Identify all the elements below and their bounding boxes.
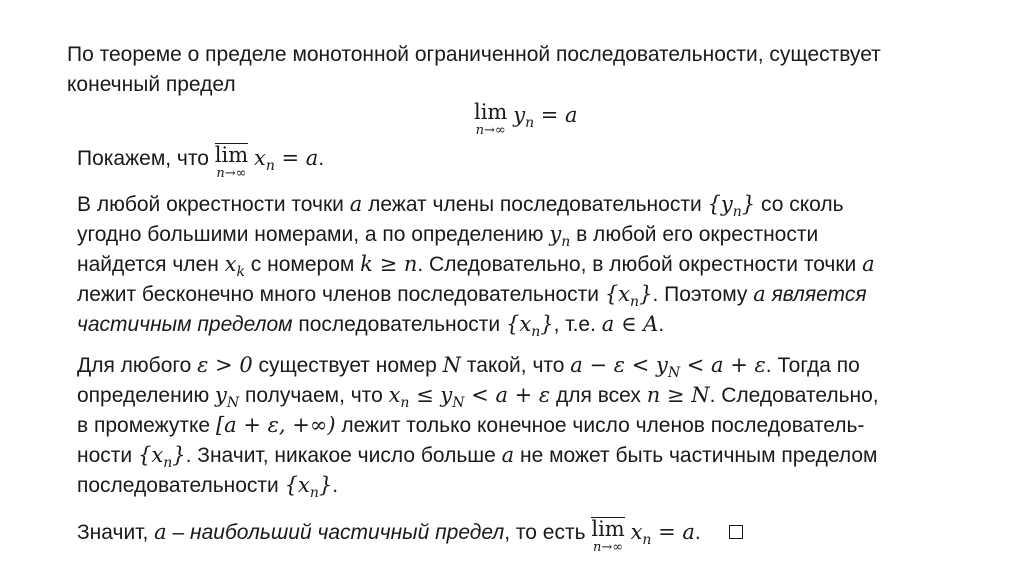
p2-l3-math-interval: [a + ε, +∞) (215, 413, 336, 437)
conclusion-end: . (694, 521, 701, 544)
p1-l1-math-set: {y (707, 192, 733, 216)
p1-l1-math-set-sub: n (732, 204, 742, 220)
p1-l5-math-set-sub: n (531, 324, 541, 340)
p2-line-5 (77, 471, 338, 507)
p2-l1-math-N: N (442, 353, 462, 377)
p2-l5-math-set-end: } (318, 473, 333, 497)
conclusion-text-italic: наибольший частичный предел (190, 521, 505, 544)
qed-square-icon (729, 525, 743, 539)
p1-l5-math-in: a ∈ A (601, 312, 659, 336)
formula1-var-sub: n (525, 115, 535, 131)
limsup-subscript: n→∞ (216, 166, 247, 181)
p2-l5-text-b: . (332, 474, 339, 497)
p1-l4-text-a: лежит бесконечно много членов последовательности (77, 283, 605, 306)
p1-l3-math-a: a (862, 252, 875, 276)
p2-l2-math-mid-sub: N (452, 395, 465, 411)
p1-l3-text-b: с номером (244, 253, 361, 276)
formula1-rhs: = a (534, 103, 578, 127)
p2-l2-text-c: для всех (550, 384, 647, 407)
p2-l1-math-eps: ε > 0 (197, 353, 253, 377)
show-line (77, 143, 324, 180)
lim-operator (474, 102, 507, 137)
show-rhs: = a (274, 146, 319, 170)
p2-l1-math-ineq-sub: N (667, 365, 681, 381)
p1-l4-math-a: a (753, 282, 766, 306)
p1-l5-text-c: , т.е. (553, 313, 602, 336)
p1-l2-math-y: y (549, 222, 562, 246)
conclusion-limsup-subscript: n→∞ (592, 540, 624, 555)
conclusion-line (77, 517, 743, 554)
conclusion-limsup-word: lim (591, 517, 625, 541)
p2-l1-text-b: существует номер (252, 354, 443, 377)
conclusion-var: x (630, 520, 643, 544)
p1-l3-text-c: . Следовательно, в любой окрестности точки (417, 253, 863, 276)
p1-l5-text-italic: частичным пределом (77, 313, 293, 336)
lim-word: lim (474, 100, 508, 124)
p2-l4-text-c: не может быть частичным пределом (514, 444, 878, 467)
p2-line-3 (77, 411, 864, 440)
p2-l5-text-a: последовательности (77, 474, 285, 497)
p2-l5-math-set-sub: n (309, 485, 319, 501)
formula-limit-y (474, 101, 578, 137)
formula1-var: y (513, 103, 526, 127)
p1-l4-text-b: . Поэтому (652, 283, 754, 306)
limsup-word: lim (214, 143, 249, 167)
p2-l4-math-a: a (501, 443, 515, 467)
show-lead: Покажем, что (77, 147, 215, 170)
p1-l2-math-y-sub: n (561, 234, 571, 250)
p1-l3-text-a: найдется член (77, 253, 225, 276)
p1-l1-text-c: со сколь (755, 193, 844, 216)
lim-subscript: n→∞ (475, 123, 506, 138)
p2-l1-text-c: такой, что (461, 354, 571, 377)
p2-l3-text-a: в промежутке (77, 414, 216, 437)
p1-l2-text-b: в любой его окрестности (570, 223, 819, 246)
p1-line-5 (77, 310, 664, 346)
p2-l1-text-a: Для любого (77, 354, 198, 377)
show-var-sub: n (265, 158, 275, 174)
p2-l3-text-b: лежит только конечное число членов последователь- (335, 414, 865, 437)
p1-l5-text-d: . (658, 313, 665, 336)
conclusion-rhs: = a (651, 520, 695, 544)
intro-text-1: По теореме о пределе монотонной ограниченной последовательности, существует (67, 43, 881, 66)
p1-l3-math-x: x (224, 252, 237, 276)
p2-l1-text-d: . Тогда по (765, 354, 860, 377)
conclusion-math-a: a (154, 520, 167, 544)
p2-l1-math-ineq: a − ε < y (570, 353, 668, 377)
p2-l2-text-d: . Следовательно, (709, 384, 879, 407)
p2-l5-math-set: {x (284, 473, 310, 497)
p2-l2-math-x-sub: n (400, 395, 410, 411)
conclusion-var-sub: n (642, 532, 652, 548)
p2-l1-math-ineq-end: < a + ε (680, 353, 766, 377)
p2-l4-math-set-sub: n (163, 455, 173, 471)
p2-l2-text-a: определению (77, 384, 216, 407)
p1-l1-math-set-end: } (741, 192, 756, 216)
intro-line-1 (67, 41, 881, 69)
p1-l4-math-set: {x (604, 282, 631, 306)
p2-l2-math-y-sub: N (226, 395, 240, 411)
p1-l5-math-set-end: } (540, 312, 554, 336)
conclusion-limsup-operator (591, 517, 624, 554)
p1-l3-math-k: k ≥ n (360, 252, 418, 276)
p2-l2-math-y: y (215, 383, 227, 407)
p2-l4-math-set-end: } (172, 443, 186, 467)
conclusion-text-d: , то есть (504, 521, 592, 544)
conclusion-text-a: Значит, (77, 521, 155, 544)
p2-l2-math-end: < a + ε (464, 383, 551, 407)
p1-l5-math-set: {x (505, 312, 532, 336)
p2-l4-math-set: {x (137, 443, 164, 467)
show-end: . (318, 147, 325, 170)
limsup-operator (215, 143, 248, 180)
p2-l2-text-b: получаем, что (239, 384, 389, 407)
p1-l5-text-b: последовательности (292, 313, 506, 336)
p1-l4-math-set-sub: n (630, 294, 640, 310)
p1-l4-math-set-end: } (639, 282, 653, 306)
p1-l4-text-italic: является (765, 283, 867, 306)
p1-l2-text-a: угодно большими номерами, а по определению (77, 223, 550, 246)
p2-l2-math-x: x (388, 383, 401, 407)
intro-line-2 (67, 71, 236, 99)
conclusion-dash: – (166, 521, 191, 544)
p1-l1-text-a: В любой окрестности точки (77, 193, 350, 216)
p2-l2-math-mid: ≤ y (409, 383, 453, 407)
p2-l4-text-a: ности (77, 444, 138, 467)
show-var: x (253, 146, 266, 170)
intro-text-2: конечный предел (67, 73, 236, 96)
p1-l1-text-b: лежат члены последовательности (362, 193, 708, 216)
p1-l1-math-a: a (349, 192, 363, 216)
p1-l3-math-x-sub: k (236, 264, 245, 280)
p2-l4-text-b: . Значит, никакое число больше (185, 444, 502, 467)
p2-l2-math-n: n ≥ N (646, 383, 710, 407)
